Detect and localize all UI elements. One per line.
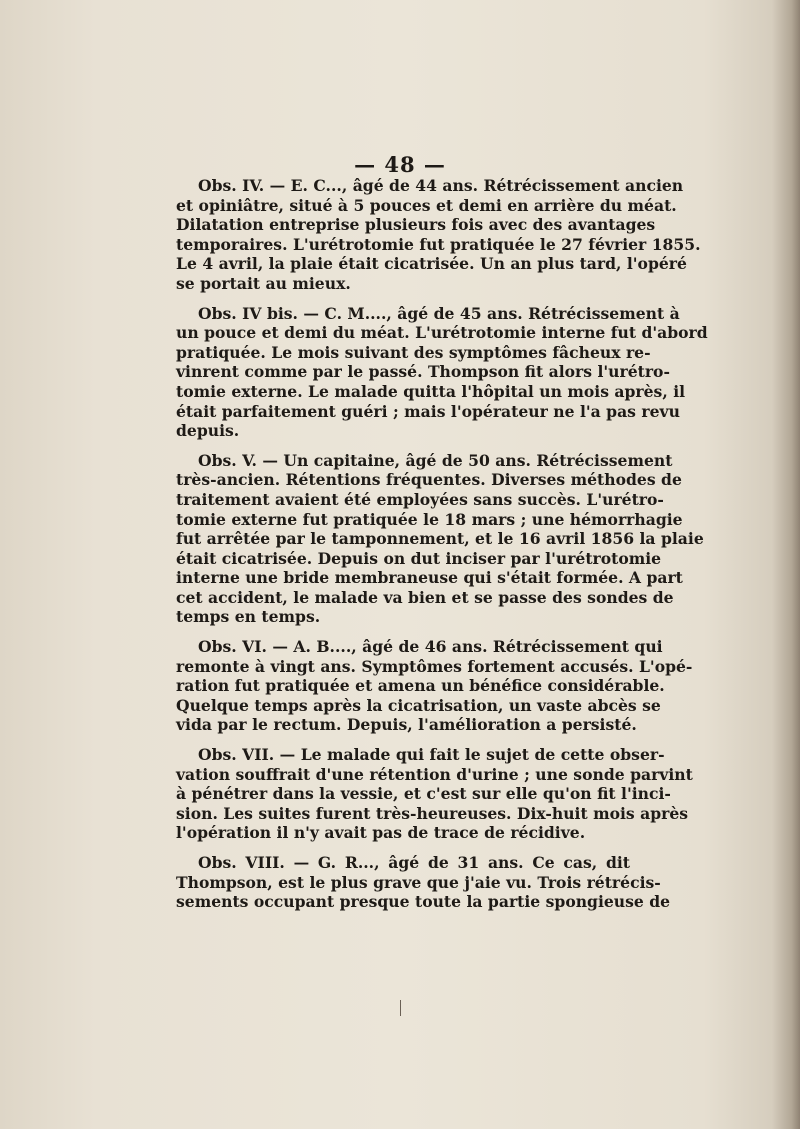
text-line: sion. Les suites furent très-heureuses. Dix-huit mois après: [176, 803, 689, 823]
text-line: était cicatrisée. Depuis on dut inciser par l'urétrotomie: [176, 548, 662, 568]
text-line: très-ancien. Rétentions fréquentes. Diverses méthodes de: [176, 470, 682, 490]
text-line: Obs. VI. — A. B...., âgé de 46 ans. Rétrécissement qui: [198, 637, 663, 657]
text-line: cet accident, le malade va bien et se passe des sondes de: [176, 587, 674, 607]
text-line: vinrent comme par le passé. Thompson fit alors l'urétro-: [176, 362, 670, 382]
text-line: Obs. V. — Un capitaine, âgé de 50 ans. Rétrécissement: [198, 450, 673, 470]
observation-paragraph: [176, 853, 671, 912]
text-line: Le 4 avril, la plaie était cicatrisée. Un an plus tard, l'opéré: [176, 254, 687, 274]
text-line: depuis.: [176, 421, 240, 441]
text-line: tomie externe. Le malade quitta l'hôpital un mois après, il: [176, 381, 686, 401]
text-line: ration fut pratiquée et amena un bénéfice considérable.: [176, 676, 665, 696]
observation-paragraph: [176, 637, 693, 735]
text-line: interne une bride membraneuse qui s'était formée. A part: [176, 568, 683, 588]
text-line: pratiquée. Le mois suivant des symptômes fâcheux re-: [176, 342, 651, 362]
text-line: vation souffrait d'une rétention d'urine ; une sonde parvint: [176, 764, 693, 784]
text-line: tomie externe fut pratiquée le 18 mars ; une hémorrhagie: [176, 509, 683, 529]
text-line: et opiniâtre, situé à 5 pouces et demi en arrière du méat.: [176, 195, 677, 215]
observation-paragraph: [176, 450, 704, 627]
text-line: traitement avaient été employées sans succès. L'urétro-: [176, 489, 664, 509]
text-line: Obs. VII. — Le malade qui fait le sujet de cette obser-: [198, 745, 665, 765]
text-line: Thompson, est le plus grave que j'aie vu. Trois rétrécis-: [176, 872, 661, 892]
text-line: l'opération il n'y avait pas de trace de récidive.: [176, 823, 586, 843]
observation-paragraph: [176, 745, 693, 843]
text-line: Obs. IV. — E. C..., âgé de 44 ans. Rétrécissement ancien: [198, 176, 684, 195]
text-line: se portait au mieux.: [176, 273, 351, 293]
text-line: vida par le rectum. Depuis, l'amélioration a persisté.: [176, 715, 637, 735]
text-line: à pénétrer dans la vessie, et c'est sur elle qu'on fit l'inci-: [176, 784, 671, 804]
text-line: Obs. IV bis. — C. M...., âgé de 45 ans. Rétrécissement à: [198, 303, 680, 323]
page-body: [176, 176, 708, 922]
text-line: fut arrêtée par le tamponnement, et le 16 avril 1856 la plaie: [176, 529, 704, 549]
text-line: était parfaitement guéri ; mais l'opérateur ne l'a pas revu: [176, 401, 680, 421]
text-line: Obs. VIII. — G. R..., âgé de 31 ans. Ce cas, dit: [198, 853, 630, 872]
text-line: Quelque temps après la cicatrisation, un vaste abcès se: [176, 695, 661, 715]
text-line: Dilatation entreprise plusieurs fois avec des avantages: [176, 215, 656, 235]
text-line: un pouce et demi du méat. L'urétrotomie interne fut d'abord: [176, 323, 708, 343]
observation-paragraph: [176, 303, 708, 441]
page-number: — 48 —: [354, 152, 446, 177]
observation-paragraph: [176, 176, 701, 294]
text-line: sements occupant presque toute la partie spongieuse de: [176, 892, 671, 912]
text-line: temps en temps.: [176, 607, 321, 627]
text-line: temporaires. L'urétrotomie fut pratiquée le 27 février 1855.: [176, 234, 701, 254]
text-line: remonte à vingt ans. Symptômes fortement accusés. L'opé-: [176, 656, 693, 676]
pencil-mark: [400, 1000, 407, 1016]
